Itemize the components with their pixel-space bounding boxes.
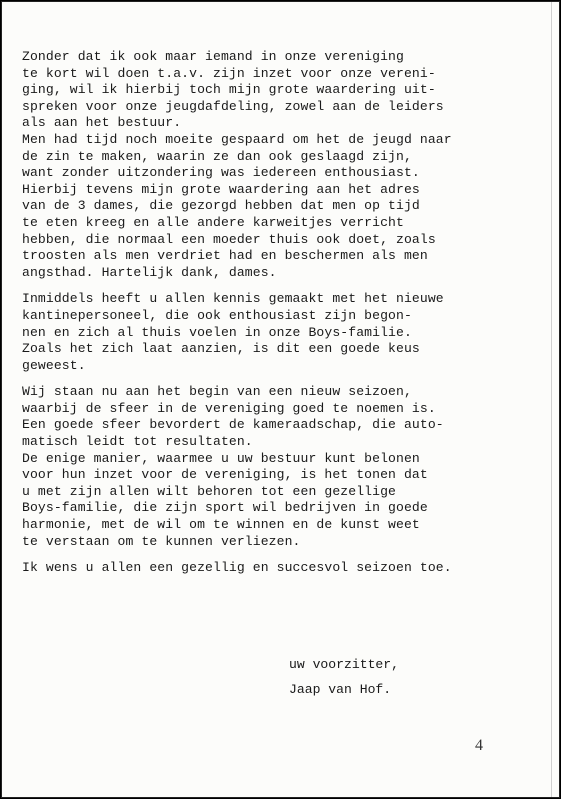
text-line: spreken voor onze jeugdafdeling, zowel aan de leiders <box>22 98 444 114</box>
text-line: voor hun inzet voor de vereniging, is het tonen dat <box>22 467 428 483</box>
text-line: te eten kreeg en alle andere karweitjes verricht <box>22 214 404 230</box>
text-line: te kort wil doen t.a.v. zijn inzet voor onze vereni- <box>22 65 436 81</box>
paragraph-gap <box>22 550 542 560</box>
text-line: Zonder dat ik ook maar iemand in onze vereniging <box>22 49 404 64</box>
text-line: van de 3 dames, die gezorgd hebben dat men op tijd <box>22 198 420 214</box>
paragraph-youth-department <box>22 49 542 281</box>
text-line: kantinepersoneel, die ook enthousiast zijn begon- <box>22 307 412 323</box>
paragraph-new-season <box>22 384 542 550</box>
text-line: hebben, die normaal een moeder thuis ook doet, zoals <box>22 231 436 247</box>
paragraph-gap <box>22 281 542 291</box>
text-line: Wij staan nu aan het begin van een nieuw seizoen, <box>22 384 412 400</box>
text-line: te verstaan om te kunnen verliezen. <box>22 533 301 549</box>
letter-body <box>22 49 542 577</box>
text-line: waarbij de sfeer in de vereniging goed te noemen is. <box>22 400 436 416</box>
signature-block <box>289 652 399 702</box>
text-line: nen en zich al thuis voelen in onze Boys-familie. <box>22 324 412 340</box>
signature-name: Jaap van Hof. <box>289 682 392 697</box>
paragraph-canteen-staff <box>22 291 542 374</box>
signature-closing: uw voorzitter, <box>289 657 400 672</box>
text-line: matisch leidt tot resultaten. <box>22 434 253 450</box>
paragraph-season-wishes <box>22 560 542 577</box>
text-line: Een goede sfeer bevordert de kameraadschap, die auto- <box>22 417 444 433</box>
text-line: Ik wens u allen een gezellig en succesvol seizoen toe. <box>22 560 452 576</box>
text-line: Zoals het zich laat aanzien, is dit een goede keus <box>22 341 420 357</box>
document-page <box>1 1 560 798</box>
text-line: want zonder uitzondering was iedereen enthousiast. <box>22 165 420 181</box>
text-line: ging, wil ik hierbij toch mijn grote waardering uit- <box>22 82 436 98</box>
text-line: troosten als men verdriet had en beschermen als men <box>22 248 428 264</box>
text-line: als aan het bestuur. <box>22 115 182 131</box>
text-line: Boys-familie, die zijn sport wil bedrijven in goede <box>22 500 428 516</box>
text-line: Men had tijd noch moeite gespaard om het de jeugd naar <box>22 131 452 147</box>
text-line: de zin te maken, waarin ze dan ook geslaagd zijn, <box>22 148 412 164</box>
paragraph-gap <box>22 374 542 384</box>
text-line: Inmiddels heeft u allen kennis gemaakt met het nieuwe <box>22 291 444 307</box>
text-line: De enige manier, waarmee u uw bestuur kunt belonen <box>22 450 420 466</box>
text-line: harmonie, met de wil om te winnen en de kunst weet <box>22 517 420 533</box>
text-line: angsthad. Hartelijk dank, dames. <box>22 264 277 280</box>
text-line: u met zijn allen wilt behoren tot een gezellige <box>22 483 397 499</box>
text-line: geweest. <box>22 357 86 373</box>
page-edge-rule <box>551 2 552 797</box>
page-number: 4 <box>475 737 483 754</box>
text-line: Hierbij tevens mijn grote waardering aan het adres <box>22 181 420 197</box>
